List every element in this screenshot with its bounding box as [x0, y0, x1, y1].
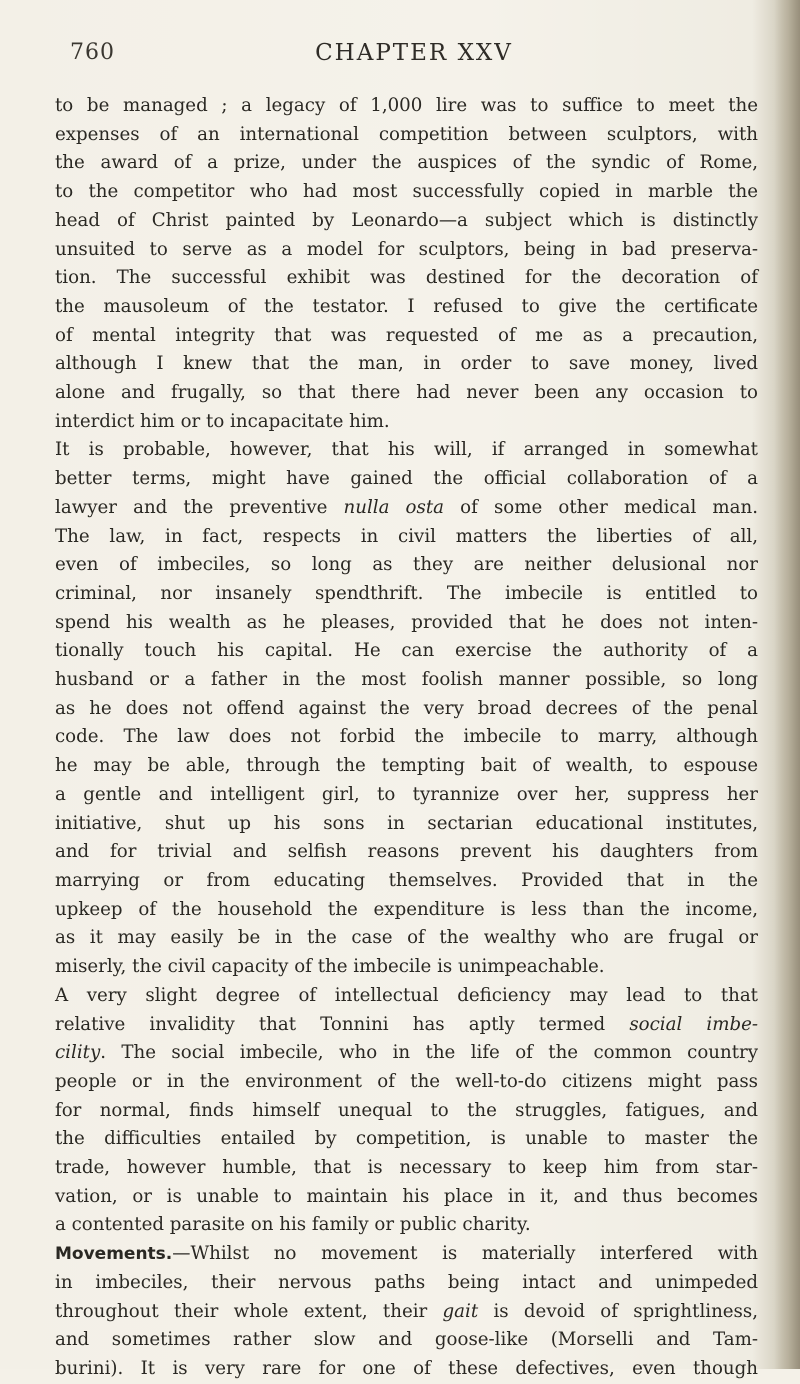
- text-fragment: . The social imbecile, who in the life of the common country: [100, 1042, 758, 1064]
- text-line: spend his wealth as he pleases, provided that he does not inten-: [55, 611, 758, 633]
- text-line-with-italic: [55, 494, 758, 523]
- text-line: better terms, might have gained the official collaboration of a: [55, 468, 758, 490]
- text-line: and sometimes rather slow and goose-like (Morselli and Tam-: [55, 1329, 758, 1351]
- text-line: the difficulties entailed by competition, is unable to master the: [55, 1128, 758, 1150]
- italic-phrase-nulla-osta: nulla osta: [343, 496, 444, 518]
- text-line: and for trivial and selfish reasons prevent his daughters from: [55, 841, 758, 863]
- text-line: marrying or from educating themselves. Provided that in the: [55, 869, 758, 891]
- text-line-with-italic: [55, 1011, 758, 1040]
- text-line: in imbeciles, their nervous paths being intact and unimpeded: [55, 1271, 758, 1293]
- text-line: the award of a prize, under the auspices of the syndic of Rome,: [55, 152, 758, 174]
- italic-phrase-social-imbecility: social imbe-: [629, 1013, 758, 1035]
- text-line: trade, however humble, that is necessary to keep him from star-: [55, 1157, 758, 1179]
- text-fragment: of some other medical man.: [444, 496, 758, 518]
- text-line: husband or a father in the most foolish manner possible, so long: [55, 669, 758, 691]
- text-line: to be managed ; a legacy of 1,000 lire was to suffice to meet the: [55, 95, 758, 116]
- text-line: expenses of an international competition between sculptors, with: [55, 123, 758, 145]
- text-line: a gentle and intelligent girl, to tyrannize over her, suppress her: [55, 783, 758, 805]
- text-line: upkeep of the household the expenditure is less than the income,: [55, 898, 758, 920]
- section-lead-movements: Movements.: [55, 1244, 173, 1265]
- text-line: tionally touch his capital. He can exercise the authority of a: [55, 640, 758, 662]
- text-line: code. The law does not forbid the imbecile to marry, although: [55, 726, 758, 748]
- text-line: to the competitor who had most successfully copied in marble the: [55, 181, 758, 203]
- text-line: alone and frugally, so that there had never been any occasion to: [55, 382, 758, 404]
- italic-word-gait: gait: [442, 1300, 479, 1322]
- text-line: of mental integrity that was requested of me as a precaution,: [55, 324, 758, 346]
- page-number: 760: [70, 40, 115, 65]
- text-fragment: lawyer and the preventive: [55, 496, 344, 518]
- text-line: as it may easily be in the case of the wealthy who are frugal or: [55, 927, 758, 949]
- text-line: even of imbeciles, so long as they are neither delusional nor: [55, 554, 758, 576]
- running-head-chapter: CHAPTER XXV: [315, 40, 513, 66]
- text-line: It is probable, however, that his will, if arranged in somewhat: [55, 439, 758, 461]
- text-line: tion. The successful exhibit was destined for the decoration of: [55, 267, 758, 289]
- text-line: a contented parasite on his family or public charity.: [55, 1214, 531, 1236]
- text-line: people or in the environment of the well-to-do citizens might pass: [55, 1070, 758, 1092]
- text-fragment: is devoid of sprightliness,: [478, 1300, 758, 1322]
- text-line: unsuited to serve as a model for sculptors, being in bad preserva-: [55, 238, 758, 260]
- text-line: A very slight degree of intellectual deficiency may lead to that: [55, 984, 758, 1006]
- text-fragment: throughout their whole extent, their: [55, 1300, 443, 1322]
- italic-phrase-cility: cility: [55, 1042, 101, 1064]
- text-line: for normal, finds himself unequal to the struggles, fatigues, and: [55, 1099, 758, 1121]
- text-line-with-italic: [55, 1039, 758, 1068]
- body-text: [55, 92, 758, 1384]
- page-header: [70, 40, 758, 90]
- text-line: he may be able, through the tempting bait of wealth, to espouse: [55, 755, 758, 777]
- text-line: The law, in fact, respects in civil matters the liberties of all,: [55, 525, 758, 547]
- text-line: interdict him or to incapacitate him.: [55, 410, 390, 432]
- page-edge-shadow: [774, 0, 800, 1369]
- text-line-with-italic: [55, 1298, 758, 1327]
- text-line: as he does not offend against the very broad decrees of the penal: [55, 697, 758, 719]
- text-fragment: —Whilst no movement is materially interfered with: [172, 1243, 758, 1265]
- text-line: although I knew that the man, in order to save money, lived: [55, 353, 758, 375]
- text-line: miserly, the civil capacity of the imbecile is unimpeachable.: [55, 956, 605, 978]
- text-line: vation, or is unable to maintain his place in it, and thus becomes: [55, 1185, 758, 1207]
- text-line-with-heading: [55, 1240, 758, 1269]
- text-line: burini). It is very rare for one of these defectives, even though: [55, 1357, 758, 1379]
- text-line: criminal, nor insanely spendthrift. The imbecile is entitled to: [55, 582, 758, 604]
- text-fragment: relative invalidity that Tonnini has aptly termed: [55, 1013, 630, 1035]
- text-line: the mausoleum of the testator. I refused to give the certificate: [55, 295, 758, 317]
- text-line: initiative, shut up his sons in sectarian educational institutes,: [55, 812, 758, 834]
- text-line: head of Christ painted by Leonardo—a subject which is distinctly: [55, 209, 758, 231]
